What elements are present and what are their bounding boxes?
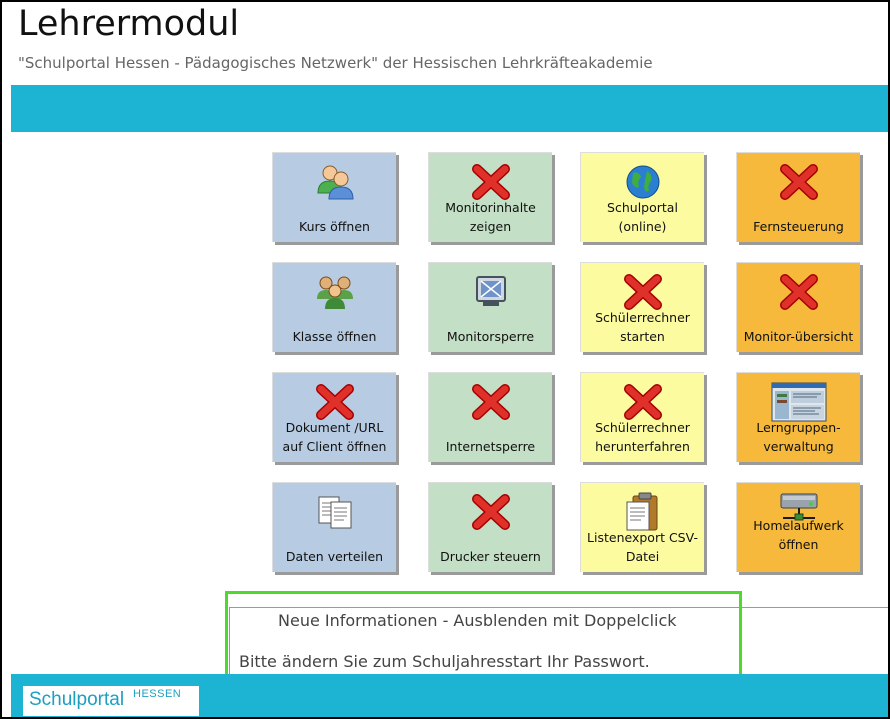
header-bar <box>11 85 888 132</box>
tile-label: Daten verteilen <box>285 549 384 564</box>
tile-fernsteuerung[interactable] <box>736 152 860 242</box>
tile-schuelerrechner-starten[interactable] <box>580 262 704 352</box>
tile-label: Klasse öffnen <box>292 329 377 344</box>
logo-text: Schulportal <box>29 689 125 710</box>
tile-daten-verteilen[interactable] <box>272 482 396 572</box>
documents-icon <box>273 493 396 531</box>
tile-drucker-steuern[interactable] <box>428 482 552 572</box>
schulportal-logo <box>23 686 199 716</box>
tile-klasse-oeffnen[interactable] <box>272 262 396 352</box>
tile-label: Schulportal (online) <box>607 200 678 234</box>
red-x-icon <box>429 383 552 421</box>
tile-schuelerrechner-herunterfahren[interactable] <box>580 372 704 462</box>
tile-label: Fernsteuerung <box>753 219 844 234</box>
red-x-icon <box>581 383 704 421</box>
tile-label: Schülerrechner herunterfahren <box>595 420 690 454</box>
tile-label: Listenexport CSV-Datei <box>587 530 698 564</box>
tile-label: Schülerrechner starten <box>595 310 690 344</box>
tile-monitorsperre[interactable] <box>428 262 552 352</box>
info-heading: Neue Informationen - Ausblenden mit Doppelclick <box>278 611 677 630</box>
red-x-icon <box>429 163 552 201</box>
tile-lerngruppen-verwaltung[interactable] <box>736 372 860 462</box>
red-x-icon <box>273 383 396 421</box>
tile-label: Monitorsperre <box>446 329 535 344</box>
info-message: Bitte ändern Sie zum Schuljahresstart Ihr Passwort. <box>239 652 650 671</box>
tile-listenexport-csv[interactable] <box>580 482 704 572</box>
page-subtitle: "Schulportal Hessen - Pädagogisches Netzwerk" der Hessischen Lehrkräfteakademie <box>18 54 653 72</box>
tile-internetsperre[interactable] <box>428 372 552 462</box>
tile-monitor-uebersicht[interactable] <box>736 262 860 352</box>
tile-label: Monitor-übersicht <box>743 329 854 344</box>
tile-label: Homelaufwerk öffnen <box>753 518 844 552</box>
tile-monitorinhalte-zeigen[interactable] <box>428 152 552 242</box>
tile-label: Monitorinhalte zeigen <box>445 200 536 234</box>
users-icon <box>273 163 396 201</box>
clipboard-icon <box>581 493 704 531</box>
red-x-icon <box>429 493 552 531</box>
tile-label: Drucker steuern <box>440 549 541 564</box>
tile-label: Internetsperre <box>445 439 536 454</box>
logo-superscript: HESSEN <box>133 688 182 700</box>
page-title: Lehrermodul <box>18 4 240 44</box>
monitor-lock-icon <box>429 273 552 311</box>
red-x-icon <box>737 273 860 311</box>
globe-icon <box>581 163 704 201</box>
tile-label: Lerngruppen-verwaltung <box>756 420 841 454</box>
red-x-icon <box>737 163 860 201</box>
tile-schulportal-online[interactable] <box>580 152 704 242</box>
screenshot-icon <box>737 383 860 421</box>
group-icon <box>273 273 396 311</box>
tile-homelaufwerk-oeffnen[interactable] <box>736 482 860 572</box>
red-x-icon <box>581 273 704 311</box>
tile-dokument-url-oeffnen[interactable] <box>272 372 396 462</box>
tile-label: Dokument /URL auf Client öffnen <box>282 420 387 454</box>
tile-kurs-oeffnen[interactable] <box>272 152 396 242</box>
tile-label: Kurs öffnen <box>299 219 370 234</box>
